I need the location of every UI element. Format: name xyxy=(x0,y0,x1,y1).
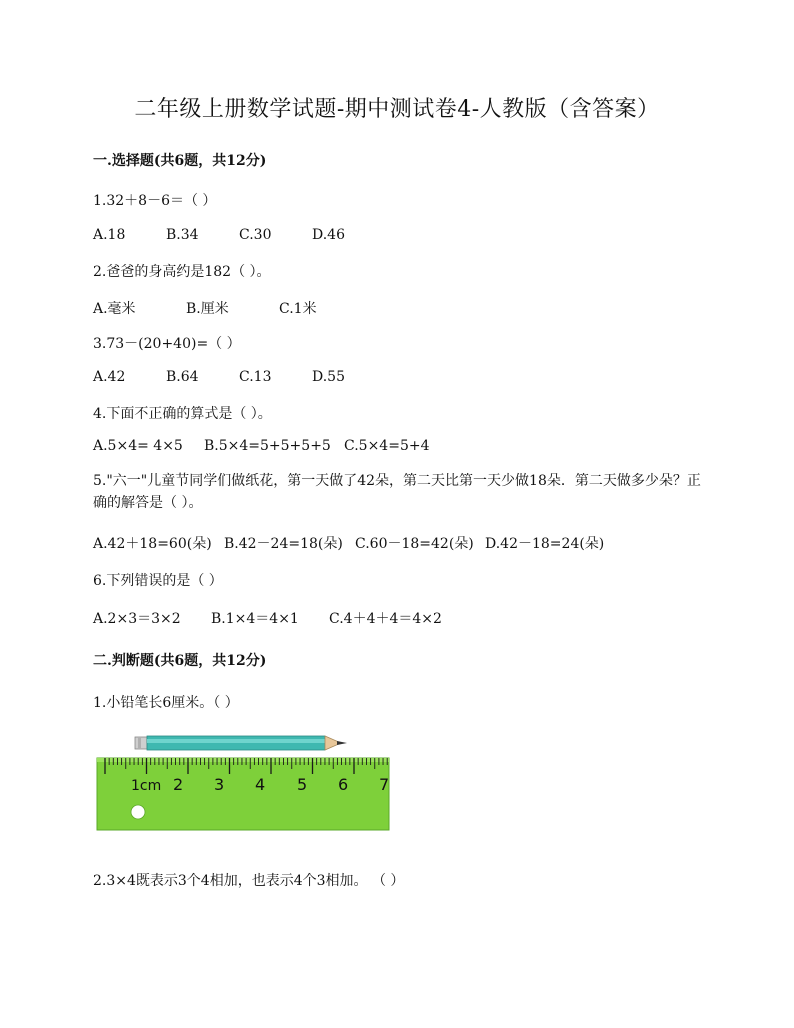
judge-question-1: 1.小铅笔长6厘米。（ ） xyxy=(93,695,239,711)
question-2: 2.爸爸的身高约是182（ ）。 xyxy=(93,264,271,280)
option-b: B.1×4＝4×1 xyxy=(211,611,299,627)
question-3: 3.73－(20+40)=（ ） xyxy=(93,336,241,352)
option-c: C.1米 xyxy=(279,301,317,317)
option-c: C.30 xyxy=(239,227,272,243)
judge-question-2: 2.3×4既表示3个4相加，也表示4个3相加。 （ ） xyxy=(93,873,405,889)
option-a: A.毫米 xyxy=(93,301,136,317)
option-c: C.60－18=42(朵) xyxy=(355,536,474,552)
ruler-icon xyxy=(97,758,389,830)
option-c: C.5×4=5+4 xyxy=(344,438,430,454)
question-4: 4.下面不正确的算式是（ ）。 xyxy=(93,406,272,422)
question-5: 5."六一"儿童节同学们做纸花，第一天做了42朵，第二天比第一天少做18朵．第二天做多少朵？正确的解答是（ ）。 xyxy=(93,473,701,511)
pencil-icon xyxy=(135,736,347,750)
ruler-label-6: 6 xyxy=(338,775,349,794)
option-d: D.46 xyxy=(312,227,345,243)
ruler-label-7: 7 xyxy=(379,775,390,794)
page-title: 二年级上册数学试题-期中测试卷4-人教版（含答案） xyxy=(134,97,660,122)
option-b: B.42－24=18(朵) xyxy=(224,536,343,552)
option-c: C.4＋4＋4＝4×2 xyxy=(329,611,442,627)
option-a: A.2×3＝3×2 xyxy=(93,611,181,627)
ruler-label-1cm: 1cm xyxy=(131,778,162,794)
pencil-ruler-figure xyxy=(95,728,395,838)
section-heading-judge: 二.判断题(共6题，共12分) xyxy=(93,653,267,669)
option-a: A.42 xyxy=(93,369,126,385)
ruler-label-2: 2 xyxy=(173,775,184,794)
ruler-label-5: 5 xyxy=(297,775,308,794)
option-b: B.5×4=5+5+5+5 xyxy=(204,438,331,454)
option-c: C.13 xyxy=(239,369,272,385)
option-a: A.18 xyxy=(93,227,126,243)
option-d: D.55 xyxy=(312,369,345,385)
option-a: A.5×4= 4×5 xyxy=(93,438,183,454)
ruler-label-4: 4 xyxy=(255,775,266,794)
option-d: D.42－18=24(朵) xyxy=(485,536,605,552)
option-b: B.64 xyxy=(166,369,199,385)
option-b: B.34 xyxy=(166,227,199,243)
question-1: 1.32＋8－6＝（ ） xyxy=(93,193,217,209)
option-a: A.42＋18=60(朵) xyxy=(93,536,212,552)
section-heading-choice: 一.选择题(共6题，共12分) xyxy=(93,153,267,169)
option-b: B.厘米 xyxy=(186,301,229,317)
question-6: 6.下列错误的是（ ） xyxy=(93,573,223,589)
pencil-ruler-image xyxy=(95,728,395,838)
ruler-label-3: 3 xyxy=(214,775,225,794)
